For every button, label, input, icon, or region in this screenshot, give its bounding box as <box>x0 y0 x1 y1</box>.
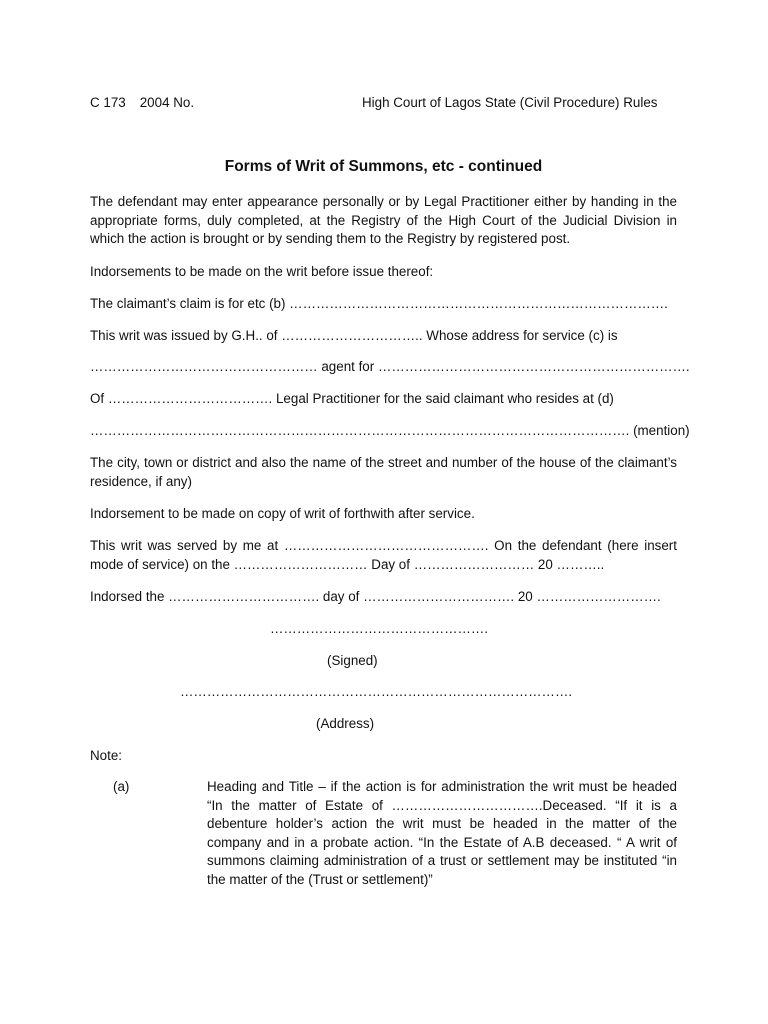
indorsement-copy-heading: Indorsement to be made on copy of writ of forthwith after service. <box>90 506 475 521</box>
agent-line: …………………………………………… agent for ……………………………………………………………. <box>90 359 690 374</box>
paragraph-appearance: The defendant may enter appearance personally or by Legal Practitioner either by handing in the appropriate forms, duly completed, at the Registry of the High Court of the Judicial Division in which the action is brought or by sending them to the Registry by registered post. <box>90 194 677 246</box>
signature-line: …………………………………………. <box>270 621 488 636</box>
page-header-left <box>90 94 194 113</box>
note-a-label: (a) <box>113 779 130 794</box>
address-line: ……………………………………………………………………………. <box>180 684 573 699</box>
note-a-text: Heading and Title – if the action is for administration the writ must be headed “In the matter of Estate of …………………………….Deceased. “If it is a debenture holder’s action the writ must be headed in the matter of the company and in a probate action. “In the Estate of A.B deceased. “ A writ of summons claiming administration of a trust or settlement may be instituted “in the matter of the (Trust or settlement)” <box>207 779 677 887</box>
running-title: High Court of Lagos State (Civil Procedure) Rules <box>362 95 658 110</box>
mention-line: …………………………………………………………………………………………………………. (mention) <box>90 423 690 438</box>
year-number: 2004 No. <box>139 95 195 110</box>
claim-line: The claimant’s claim is for etc (b) …………………………………………………………………………. <box>90 296 668 311</box>
of-line: Of ………………………………. Legal Practitioner for the said claimant who resides at (d) <box>90 391 614 406</box>
indorsements-heading: Indorsements to be made on the writ before issue thereof: <box>90 264 434 279</box>
paragraph-served: This writ was served by me at ………………………………………. On the defendant (here insert mode of service) on the ………………………… Day of ……………………… 20 ……….. <box>90 538 677 572</box>
address-label: (Address) <box>316 716 375 731</box>
page-title: Forms of Writ of Summons, etc - continued <box>224 158 543 175</box>
signed-label: (Signed) <box>327 653 378 668</box>
indorsed-line: Indorsed the ……………………………. day of ……………………………. 20 ………………………. <box>90 589 661 604</box>
note-heading: Note: <box>90 748 123 763</box>
page-number: C 173 <box>90 95 126 110</box>
issued-line: This writ was issued by G.H.. of ………………………….. Whose address for service (c) is <box>90 328 618 343</box>
paragraph-city: The city, town or district and also the name of the street and number of the house of the claimant’s residence, if any) <box>90 455 677 489</box>
